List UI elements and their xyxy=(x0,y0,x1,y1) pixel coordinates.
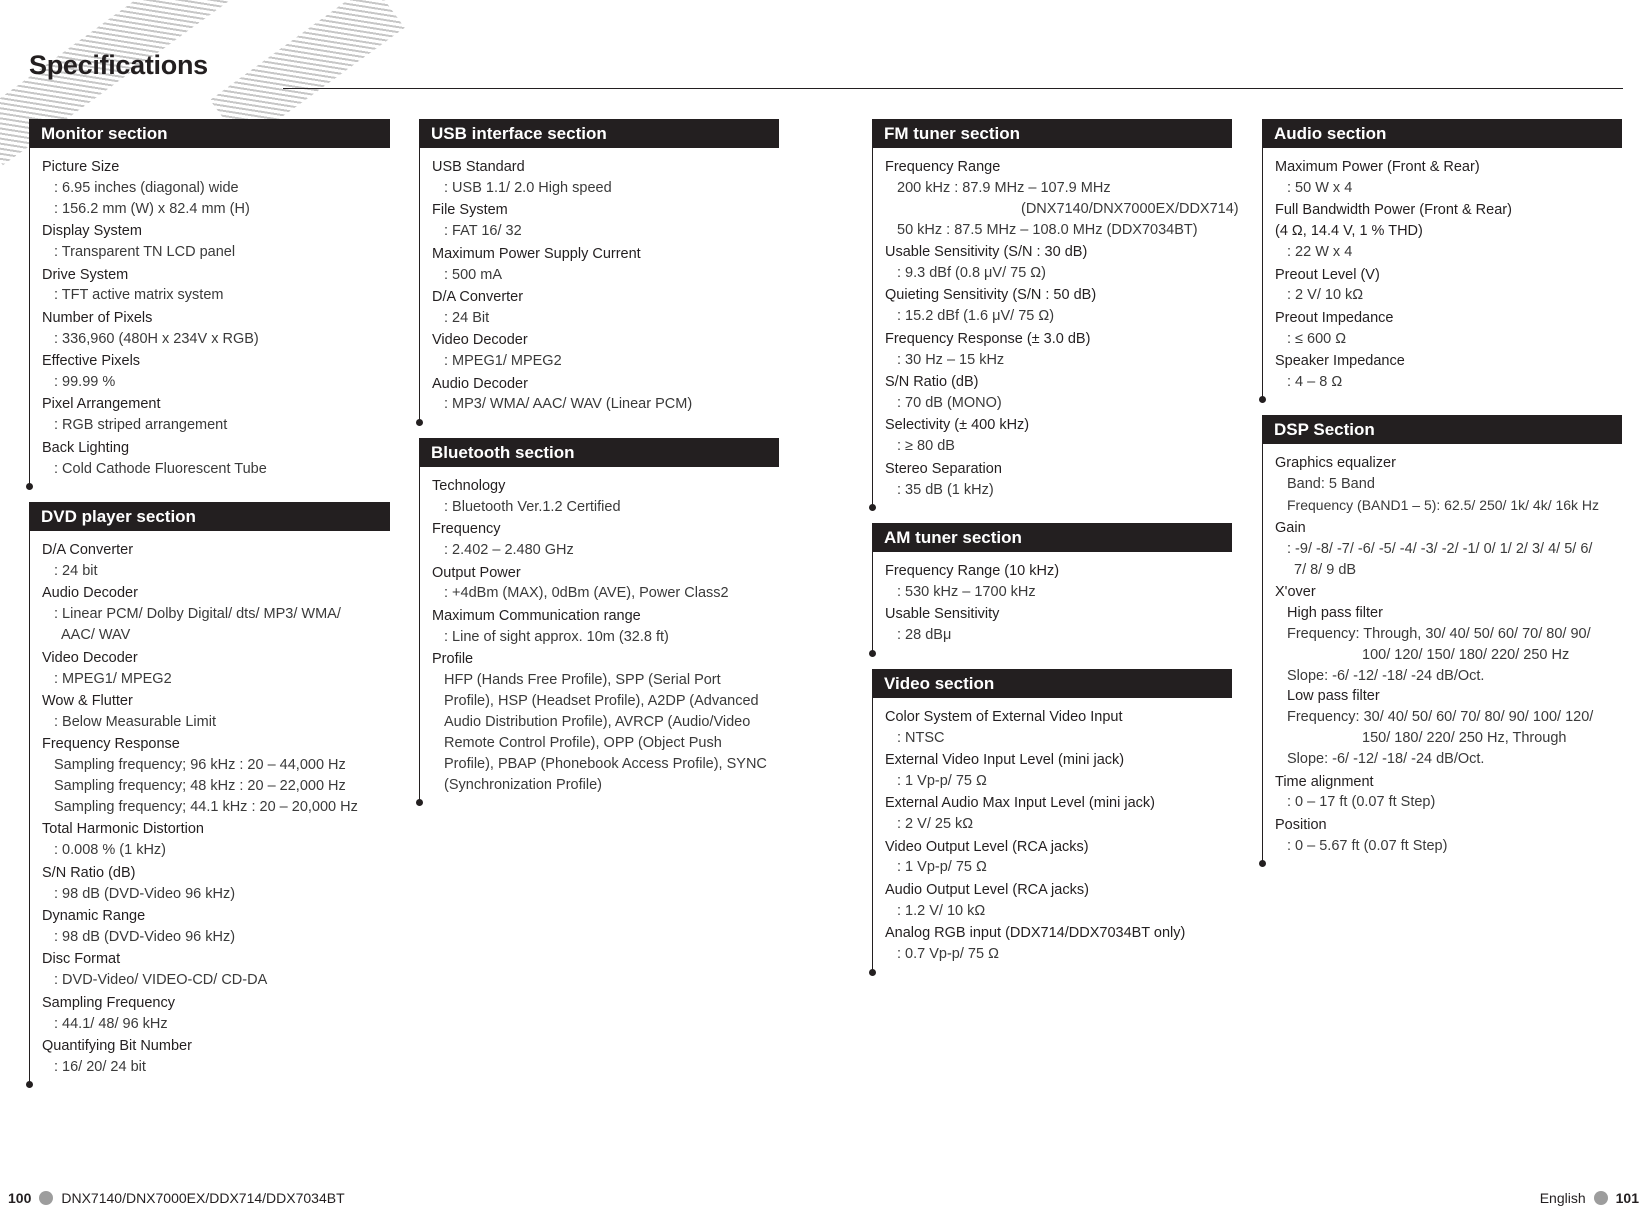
monitor-section xyxy=(29,119,390,486)
spec-label: Output Power xyxy=(432,564,521,581)
spec-value: : Transparent TN LCD panel xyxy=(54,244,236,261)
spec-item xyxy=(42,734,390,818)
spec-value: : RGB striped arrangement xyxy=(54,417,228,434)
spec-item xyxy=(1275,157,1622,199)
spec-label: Audio Output Level (RCA jacks) xyxy=(885,881,1089,898)
spec-item xyxy=(885,793,1232,835)
spec-label: Usable Sensitivity (S/N : 30 dB) xyxy=(885,244,1088,261)
page-number: 100 xyxy=(8,1190,32,1206)
spec-value: Slope: -6/ -12/ -18/ -24 dB/Oct. xyxy=(1287,751,1485,768)
spec-label: Stereo Separation xyxy=(885,460,1002,477)
spec-item xyxy=(885,329,1232,371)
spec-label: Audio Decoder xyxy=(42,585,138,602)
spec-item xyxy=(432,200,779,242)
model-list: DNX7140/DNX7000EX/DDX714/DDX7034BT xyxy=(61,1190,345,1206)
spec-value: Sampling frequency; 96 kHz : 20 – 44,000 Hz xyxy=(54,757,346,774)
spec-item xyxy=(42,863,390,905)
spec-item xyxy=(42,648,390,690)
spec-value: : 1.2 V/ 10 kΩ xyxy=(897,902,986,919)
fm-tuner-section xyxy=(872,119,1239,507)
spec-item xyxy=(42,993,390,1035)
spec-item xyxy=(885,415,1232,457)
spec-item xyxy=(432,606,779,648)
spec-value: : TFT active matrix system xyxy=(54,287,224,304)
spec-value: : 9.3 dBf (0.8 μV/ 75 Ω) xyxy=(897,265,1046,282)
section-header: Monitor section xyxy=(29,119,390,148)
spec-value: 200 kHz : 87.9 MHz – 107.9 MHz xyxy=(897,179,1111,196)
section-body xyxy=(872,148,1239,507)
spec-label: Full Bandwidth Power (Front & Rear) xyxy=(1275,202,1512,219)
spec-value: : 16/ 20/ 24 bit xyxy=(54,1058,146,1075)
spec-label: Gain xyxy=(1275,519,1306,536)
bullet-dot-icon xyxy=(1594,1191,1608,1205)
spec-label: External Video Input Level (mini jack) xyxy=(885,751,1125,768)
spec-label: Technology xyxy=(432,477,506,494)
spec-item xyxy=(432,476,779,518)
spec-label: D/A Converter xyxy=(432,288,524,305)
spec-item xyxy=(432,330,779,372)
spec-value: : 0.7 Vp-p/ 75 Ω xyxy=(897,946,999,963)
footer-right xyxy=(1540,1190,1639,1206)
spec-label: External Audio Max Input Level (mini jack) xyxy=(885,795,1155,812)
spec-item xyxy=(432,519,779,561)
spec-item xyxy=(885,880,1232,922)
spec-label: Maximum Power (Front & Rear) xyxy=(1275,159,1480,175)
spec-label: Color System of External Video Input xyxy=(885,708,1123,725)
spec-label: Frequency xyxy=(432,521,501,538)
section-header: Video section xyxy=(872,669,1232,698)
spec-value: 50 kHz : 87.5 MHz – 108.0 MHz (DDX7034BT) xyxy=(897,221,1198,238)
spec-value: : ≥ 80 dB xyxy=(897,438,955,455)
spec-item xyxy=(885,837,1232,879)
spec-value: : Bluetooth Ver.1.2 Certified xyxy=(444,498,621,515)
usb-interface-section xyxy=(419,119,779,422)
spec-label: Drive System xyxy=(42,266,129,283)
bluetooth-section xyxy=(419,438,779,802)
spec-label: Effective Pixels xyxy=(42,353,141,370)
spec-value: Frequency (BAND1 – 5): 62.5/ 250/ 1k/ 4k/ 16k Hz xyxy=(1287,497,1600,514)
spec-item xyxy=(885,604,1232,646)
footer-left xyxy=(8,1190,345,1206)
spec-item xyxy=(42,351,390,393)
spec-value: : FAT 16/ 32 xyxy=(444,223,522,240)
spec-label: Video Decoder xyxy=(432,332,528,349)
spec-item xyxy=(1275,200,1622,263)
spec-value: HFP (Hands Free Profile), SPP (Serial Port Profile), HSP (Headset Profile), A2DP (Advanced Audio Distribution Profile), AVRCP (Audio/Video Remote Control Profile), OPP (Object Push Profile), PBAP (Phonebook Access Profile), SYNC (Synchronization Profile) xyxy=(444,672,767,793)
section-body xyxy=(872,698,1232,972)
spec-item xyxy=(42,265,390,307)
section-body xyxy=(419,467,779,802)
spec-value: : 156.2 mm (W) x 82.4 mm (H) xyxy=(54,200,250,217)
spec-item xyxy=(42,1036,390,1078)
spec-label: USB Standard xyxy=(432,159,525,175)
spec-label: Disc Format xyxy=(42,951,121,968)
spec-item xyxy=(432,157,779,199)
spec-item xyxy=(42,906,390,948)
dvd-player-section xyxy=(29,502,390,1084)
spec-value: : 24 Bit xyxy=(444,309,490,326)
spec-item xyxy=(42,583,390,646)
video-section xyxy=(872,669,1232,972)
spec-value: Slope: -6/ -12/ -18/ -24 dB/Oct. xyxy=(1287,667,1485,684)
spec-value: : -9/ -8/ -7/ -6/ -5/ -4/ -3/ -2/ -1/ 0/ 1/ 2/ 3/ 4/ 5/ 6/ 7/ 8/ 9 dB xyxy=(1287,540,1593,578)
spec-value: 100/ 120/ 150/ 180/ 220/ 250 Hz xyxy=(1362,646,1570,663)
spec-item xyxy=(885,750,1232,792)
spec-value: Frequency: Through, 30/ 40/ 50/ 60/ 70/ 80/ 90/ xyxy=(1287,625,1591,642)
spec-label: Video Output Level (RCA jacks) xyxy=(885,838,1089,855)
spec-item xyxy=(885,923,1232,965)
spec-label: Maximum Communication range xyxy=(432,607,641,624)
spec-value: : 0 – 17 ft (0.07 ft Step) xyxy=(1287,794,1436,811)
title-rule xyxy=(283,88,1623,89)
spec-sublabel: Low pass filter xyxy=(1287,688,1380,705)
spec-value: : 70 dB (MONO) xyxy=(897,394,1002,411)
spec-label: Usable Sensitivity xyxy=(885,606,1000,623)
spec-item xyxy=(1275,772,1622,814)
spec-item xyxy=(885,157,1239,241)
spec-value: 150/ 180/ 220/ 250 Hz, Through xyxy=(1362,730,1567,747)
column-1 xyxy=(29,119,390,1100)
spec-value: : +4dBm (MAX), 0dBm (AVE), Power Class2 xyxy=(444,585,729,602)
spec-value: : Cold Cathode Fluorescent Tube xyxy=(54,460,267,477)
section-body xyxy=(419,148,779,422)
spec-label: Total Harmonic Distortion xyxy=(42,821,204,838)
spec-value: : 50 W x 4 xyxy=(1287,179,1353,196)
spec-label: Wow & Flutter xyxy=(42,692,133,709)
spec-value: : 1 Vp-p/ 75 Ω xyxy=(897,772,987,789)
spec-value: : Linear PCM/ Dolby Digital/ dts/ MP3/ WMA/ AAC/ WAV xyxy=(54,606,341,644)
spec-item xyxy=(42,308,390,350)
audio-section xyxy=(1262,119,1622,399)
spec-item xyxy=(42,438,390,480)
spec-value: : Below Measurable Limit xyxy=(54,713,216,730)
spec-value: : 44.1/ 48/ 96 kHz xyxy=(54,1015,168,1032)
spec-value: : 2 V/ 25 kΩ xyxy=(897,816,974,833)
am-tuner-section xyxy=(872,523,1232,653)
spec-label: Maximum Power Supply Current xyxy=(432,245,641,262)
spec-value: : Line of sight approx. 10m (32.8 ft) xyxy=(444,628,669,645)
spec-label: Dynamic Range xyxy=(42,908,146,924)
spec-label: Preout Level (V) xyxy=(1275,266,1380,283)
spec-item xyxy=(432,244,779,286)
spec-value: : 6.95 inches (diagonal) wide xyxy=(54,179,239,196)
column-3 xyxy=(872,119,1239,988)
spec-label: Selectivity (± 400 kHz) xyxy=(885,417,1030,434)
spec-item xyxy=(885,285,1232,327)
spec-item xyxy=(885,561,1232,603)
section-header: USB interface section xyxy=(419,119,779,148)
spec-item xyxy=(1275,518,1622,581)
column-2 xyxy=(419,119,779,818)
section-header: FM tuner section xyxy=(872,119,1232,148)
spec-label: Profile xyxy=(432,651,474,668)
spec-value: : 1 Vp-p/ 75 Ω xyxy=(897,859,987,876)
section-body xyxy=(1262,148,1622,399)
spec-item xyxy=(432,563,779,605)
spec-label: Analog RGB input (DDX714/DDX7034BT only) xyxy=(885,925,1186,942)
spec-value: : MPEG1/ MPEG2 xyxy=(444,353,562,370)
spec-item xyxy=(42,540,390,582)
spec-item xyxy=(42,819,390,861)
spec-label: Picture Size xyxy=(42,159,120,175)
spec-label: File System xyxy=(432,202,508,219)
section-body xyxy=(1262,444,1622,863)
spec-value: : NTSC xyxy=(897,729,945,746)
spec-value: : 98 dB (DVD-Video 96 kHz) xyxy=(54,885,236,902)
spec-value: (DNX7140/DNX7000EX/DDX714) xyxy=(1021,200,1239,217)
spec-label: Back Lighting xyxy=(42,439,130,456)
spec-item xyxy=(885,459,1232,501)
spec-label: Preout Impedance xyxy=(1275,309,1394,326)
spec-value: : DVD-Video/ VIDEO-CD/ CD-DA xyxy=(54,972,268,989)
spec-item xyxy=(432,374,779,416)
spec-value: : MPEG1/ MPEG2 xyxy=(54,670,172,687)
spec-label: Quieting Sensitivity (S/N : 50 dB) xyxy=(885,287,1097,304)
section-body xyxy=(29,148,390,486)
spec-item xyxy=(42,157,390,220)
spec-item xyxy=(1275,308,1622,350)
spec-item xyxy=(432,649,779,795)
spec-label: X'over xyxy=(1275,583,1316,600)
spec-label: Sampling Frequency xyxy=(42,994,175,1011)
spec-item xyxy=(1275,265,1622,307)
section-header: DVD player section xyxy=(29,502,390,531)
spec-label: Position xyxy=(1275,816,1327,833)
spec-item xyxy=(1275,351,1622,393)
section-header: Audio section xyxy=(1262,119,1622,148)
spec-value: : USB 1.1/ 2.0 High speed xyxy=(444,179,612,196)
spec-label: Pixel Arrangement xyxy=(42,396,161,413)
spec-value: : 530 kHz – 1700 kHz xyxy=(897,583,1036,600)
spec-value: : 0.008 % (1 kHz) xyxy=(54,842,167,859)
section-header: DSP Section xyxy=(1262,415,1622,444)
spec-label: S/N Ratio (dB) xyxy=(885,374,979,391)
spec-sublabel: High pass filter xyxy=(1287,604,1383,621)
spec-value: : 4 – 8 Ω xyxy=(1287,374,1343,391)
spec-label: Quantifying Bit Number xyxy=(42,1037,192,1054)
spec-value: : 0 – 5.67 ft (0.07 ft Step) xyxy=(1287,837,1448,854)
spec-value: : 500 mA xyxy=(444,266,503,283)
spec-label: D/A Converter xyxy=(42,542,134,559)
language-label: English xyxy=(1539,1190,1586,1206)
spec-value: Sampling frequency; 48 kHz : 20 – 22,000 Hz xyxy=(54,778,346,795)
section-body xyxy=(872,552,1232,653)
spec-value: : 24 bit xyxy=(54,563,98,579)
spec-value: : 336,960 (480H x 234V x RGB) xyxy=(54,330,259,347)
spec-value: : 99.99 % xyxy=(54,374,116,391)
spec-label: Audio Decoder xyxy=(432,375,528,392)
spec-value: : 35 dB (1 kHz) xyxy=(897,481,994,498)
spec-item xyxy=(1275,582,1622,770)
spec-item xyxy=(42,221,390,263)
spec-value: : 2 V/ 10 kΩ xyxy=(1287,287,1364,304)
spec-label: Speaker Impedance xyxy=(1275,353,1405,370)
spec-item xyxy=(432,287,779,329)
dsp-section xyxy=(1262,415,1622,863)
spec-value: : 2.402 – 2.480 GHz xyxy=(444,542,574,559)
column-4 xyxy=(1262,119,1622,879)
spec-label: Frequency Response (± 3.0 dB) xyxy=(885,330,1091,347)
spec-label: S/N Ratio (dB) xyxy=(42,864,136,881)
section-header: Bluetooth section xyxy=(419,438,779,467)
spec-label: Video Decoder xyxy=(42,649,138,666)
spec-label: Graphics equalizer xyxy=(1275,455,1396,472)
spec-value: : ≤ 600 Ω xyxy=(1287,330,1347,347)
spec-label: Time alignment xyxy=(1275,773,1374,790)
spec-value: Sampling frequency; 44.1 kHz : 20 – 20,000 Hz xyxy=(54,798,358,815)
spec-value: : 15.2 dBf (1.6 μV/ 75 Ω) xyxy=(897,308,1055,325)
section-body xyxy=(29,531,390,1084)
spec-label: Number of Pixels xyxy=(42,309,153,326)
spec-label: (4 Ω, 14.4 V, 1 % THD) xyxy=(1275,223,1423,240)
spec-value: : 98 dB (DVD-Video 96 kHz) xyxy=(54,928,236,945)
spec-item xyxy=(42,949,390,991)
bullet-dot-icon xyxy=(39,1191,53,1205)
spec-value: : 30 Hz – 15 kHz xyxy=(897,351,1005,368)
spec-item xyxy=(885,707,1232,749)
spec-label: Display System xyxy=(42,223,142,240)
spec-value: : 22 W x 4 xyxy=(1287,244,1353,261)
spec-label: Frequency Range xyxy=(885,159,1001,175)
spec-label: Frequency Range (10 kHz) xyxy=(885,563,1060,579)
spec-label: Frequency Response xyxy=(42,736,180,753)
page-number: 101 xyxy=(1615,1190,1639,1206)
spec-item xyxy=(885,372,1232,414)
spec-value: Frequency: 30/ 40/ 50/ 60/ 70/ 80/ 90/ 100/ 120/ xyxy=(1287,709,1594,726)
page-title: Specifications xyxy=(29,50,208,80)
spec-value: Band: 5 Band xyxy=(1287,476,1375,493)
spec-item xyxy=(1275,815,1622,857)
section-header: AM tuner section xyxy=(872,523,1232,552)
spec-value: : MP3/ WMA/ AAC/ WAV (Linear PCM) xyxy=(444,396,693,413)
spec-item xyxy=(885,242,1232,284)
spec-item xyxy=(1275,453,1622,516)
spec-value: : 28 dBμ xyxy=(897,627,952,644)
spec-item xyxy=(42,691,390,733)
spec-item xyxy=(42,394,390,436)
